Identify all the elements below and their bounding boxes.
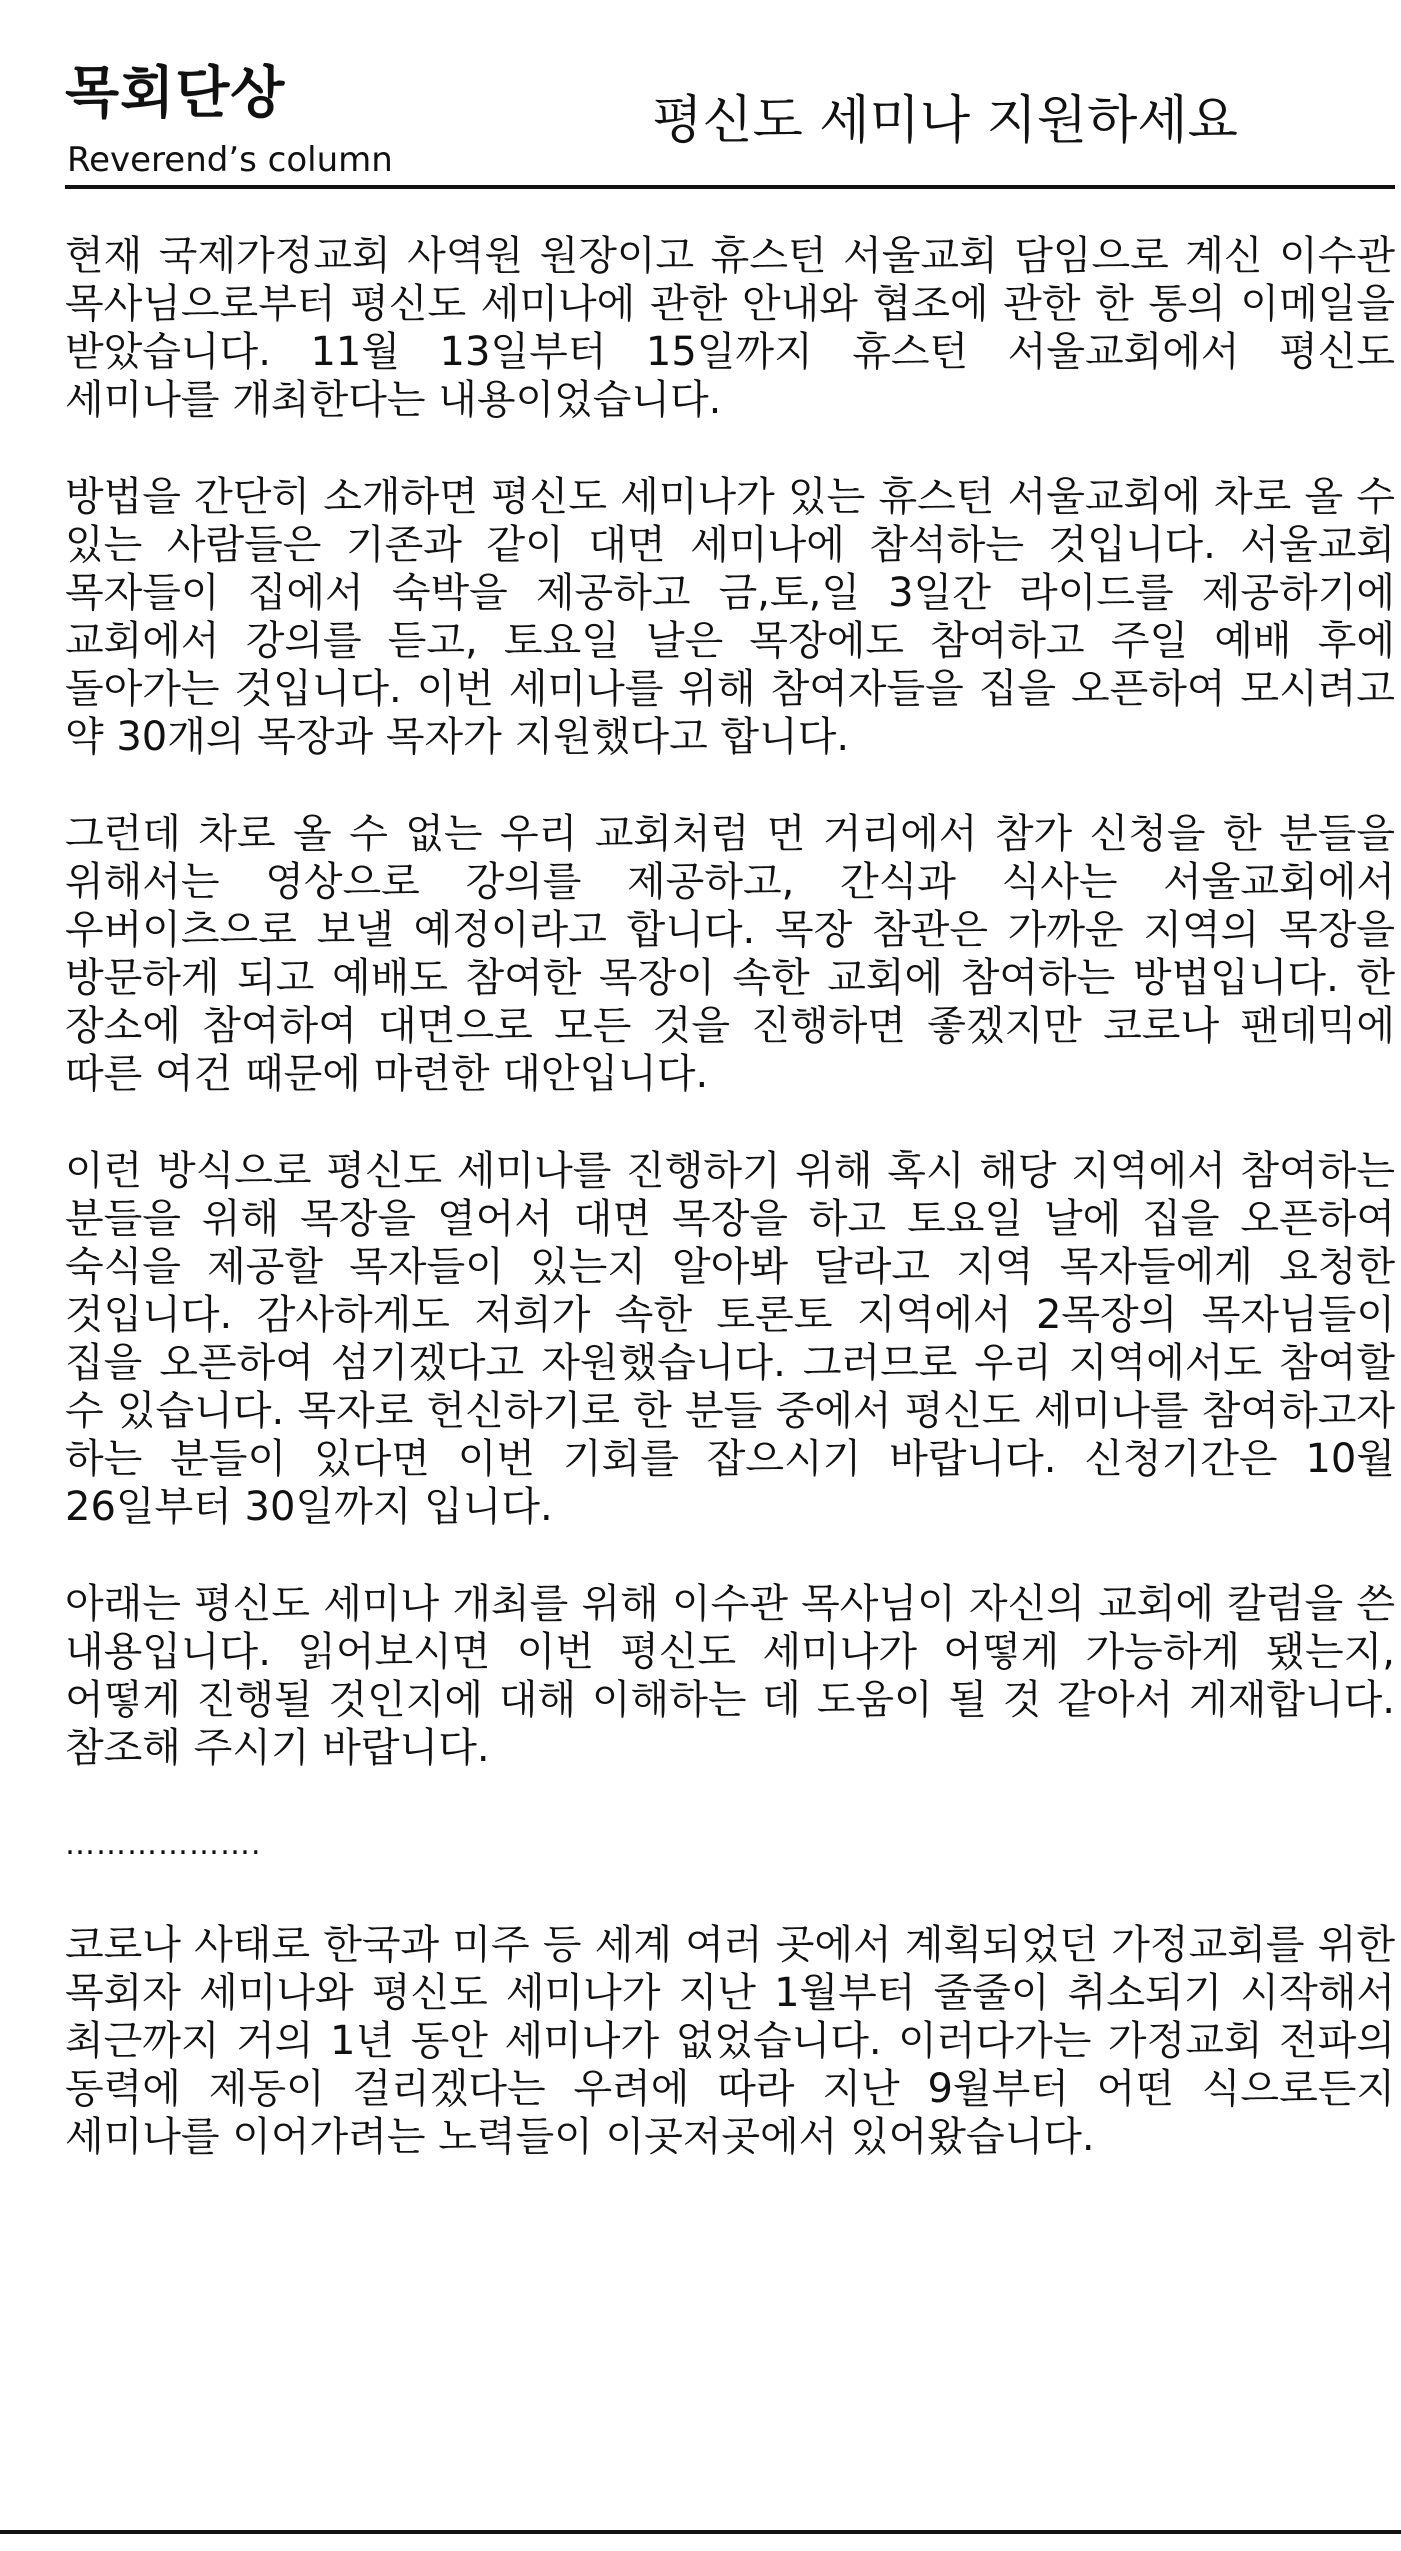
article-paragraph: 아래는 평신도 세미나 개최를 위해 이수관 목사님이 자신의 교회에 칼럼을 쓴 내용입니다. 읽어보시면 이번 평신도 세미나가 어떻게 가능하게 됐는지, 어떻게 진행될 것인지에 대해 이해하는 데 도움이 될 것 같아서 게재합니다. 참조해 주시기 바랍니다. [65,1581,1395,1771]
column-title: 평신도 세미나 지원하세요 [652,91,1238,151]
page-header [65,58,1395,188]
article-paragraph: 이런 방식으로 평신도 세미나를 진행하기 위해 혹시 해당 지역에서 참여하는 분들을 위해 목장을 열어서 대면 목장을 하고 토요일 날에 집을 오픈하여 숙식을 제공할 목자들이 있는지 알아봐 달라고 지역 목자들에게 요청한 것입니다. 감사하게도 저희가 속한 토론토 지역에서 2목장의 목자님들이 집을 오픈하여 섬기겠다고 자원했습니다. 그러므로 우리 지역에서도 참여할 수 있습니다. 목자로 헌신하기로 한 분들 중에서 평신도 세미나를 참여하고자 하는 분들이 있다면 이번 기회를 잡으시기 바랍니다. 신청기간은 10월 26일부터 30일까지 입니다. [65,1148,1395,1530]
article-paragraph: 현재 국제가정교회 사역원 원장이고 휴스턴 서울교회 담임으로 계신 이수관 목사님으로부터 평신도 세미나에 관한 안내와 협조에 관한 한 통의 이메일을 받았습니다. 11월 13일부터 15일까지 휴스턴 서울교회에서 평신도 세미나를 개최한다는 내용이었습니다. [65,233,1395,423]
section-title: 목회단상 [65,61,286,126]
quoted-paragraph: 코로나 사태로 한국과 미주 등 세계 여러 곳에서 계획되었던 가정교회를 위한 목회자 세미나와 평신도 세미나가 지난 1월부터 줄줄이 취소되기 시작해서 최근까지 거의 1년 동안 세미나가 없었습니다. 이러다가는 가정교회 전파의 동력에 제동이 걸리겠다는 우려에 따라 지난 9월부터 어떤 식으로든지 세미나를 이어가려는 노력들이 이곳저곳에서 있어왔습니다. [65,1922,1395,2160]
article-paragraph: 방법을 간단히 소개하면 평신도 세미나가 있는 휴스턴 서울교회에 차로 올 수 있는 사람들은 기존과 같이 대면 세미나에 참석하는 것입니다. 서울교회 목자들이 집에서 숙박을 제공하고 금,토,일 3일간 라이드를 제공하기에 교회에서 강의를 듣고, 토요일 날은 목장에도 참여하고 주일 예배 후에 돌아가는 것입니다. 이번 세미나를 위해 참여자들을 집을 오픈하여 모시려고 약 30개의 목장과 목자가 지원했다고 합니다. [65,474,1395,760]
footer-divider [0,2530,1401,2534]
section-subtitle: Reverend’s column [67,140,393,180]
dotted-divider: ………………. [65,1827,262,1862]
article-paragraph: 그런데 차로 올 수 없는 우리 교회처럼 먼 거리에서 참가 신청을 한 분들을 위해서는 영상으로 강의를 제공하고, 간식과 식사는 서울교회에서 우버이츠으로 보낼 예정이라고 합니다. 목장 참관은 가까운 지역의 목장을 방문하게 되고 예배도 참여한 목장이 속한 교회에 참여하는 방법입니다. 한 장소에 참여하여 대면으로 모든 것을 진행하면 좋겠지만 코로나 팬데믹에 따른 여건 때문에 마련한 대안입니다. [65,811,1395,1097]
header-divider [65,185,1395,189]
article-body [65,232,1395,2210]
